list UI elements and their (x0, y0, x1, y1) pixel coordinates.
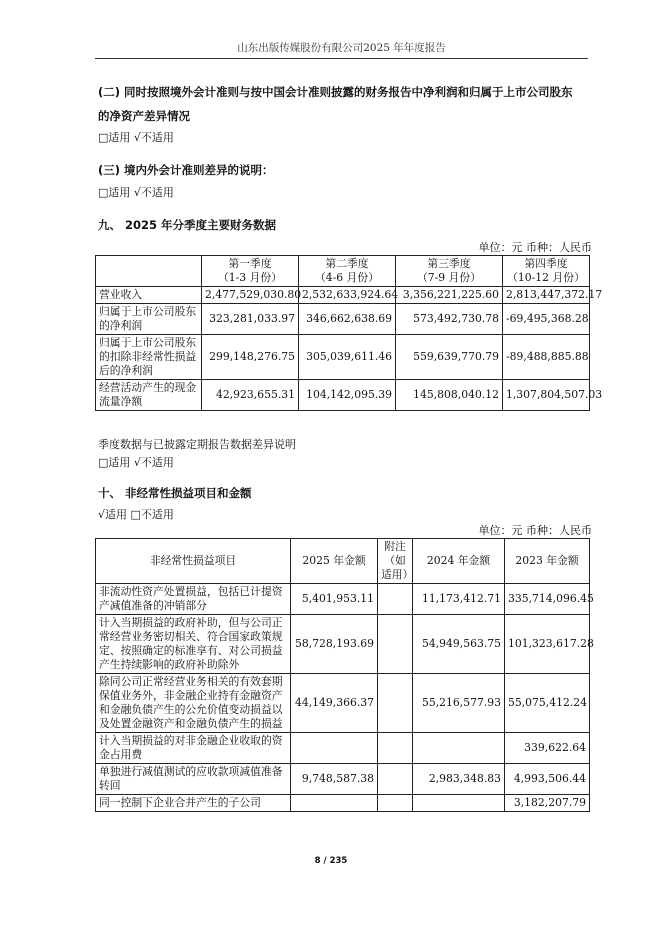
section3-title: (三) 境内外会计准则差异的说明： (98, 163, 274, 177)
table-cell: 44,149,366.37 (291, 674, 378, 733)
section2-title-line2: 的净资产差异情况 (98, 109, 190, 123)
quarterly-table (95, 255, 603, 411)
header-item: 非经常性损益项目 (96, 539, 291, 584)
section2-title (98, 80, 592, 128)
table-row (96, 539, 590, 584)
table-cell: 3,182,207.79 (505, 795, 590, 812)
table-cell (413, 795, 505, 812)
table-cell: 2,477,529,030.80 (202, 287, 299, 304)
row-label: 非流动性资产处置损益，包括已计提资产减值准备的冲销部分 (96, 584, 291, 615)
section10-title: 十、 非经常性损益项目和金额 (98, 486, 252, 500)
header-q3: 第三季度 （7-9 月份） (396, 256, 503, 287)
table-row (96, 733, 590, 764)
table-cell: 11,173,412.71 (413, 584, 505, 615)
header-q4: 第四季度 （10-12 月份） (503, 256, 590, 287)
table-cell: 4,993,506.44 (505, 764, 590, 795)
section2-title-line1: (二) 同时按照境外会计准则与按中国会计准则披露的财务报告中净利润和归属于上市公司股东 (98, 85, 573, 99)
row-label: 经营活动产生的现金流量净额 (96, 380, 202, 411)
table-cell: 346,662,638.69 (299, 304, 396, 335)
table-cell (291, 733, 378, 764)
section3-option: □适用 √不适用 (98, 186, 174, 199)
table-cell (378, 733, 413, 764)
table-cell: 9,748,587.38 (291, 764, 378, 795)
header-q2: 第二季度 （4-6 月份） (299, 256, 396, 287)
table-cell: 58,728,193.69 (291, 615, 378, 674)
table-row (96, 256, 590, 287)
header-2024: 2024 年金额 (413, 539, 505, 584)
table-row (96, 615, 590, 674)
table-cell: 305,039,611.46 (299, 335, 396, 380)
table-cell: 299,148,276.75 (202, 335, 299, 380)
table-cell (413, 733, 505, 764)
table-cell (378, 764, 413, 795)
row-label: 单独进行减值测试的应收款项减值准备转回 (96, 764, 291, 795)
table-row (96, 380, 590, 411)
table-cell: 2,532,633,924.64 (299, 287, 396, 304)
table-cell: 323,281,033.97 (202, 304, 299, 335)
table-cell: 2,983,348.83 (413, 764, 505, 795)
table-cell: -69,495,368.28 (503, 304, 590, 335)
section10-unit: 单位：元 币种：人民币 (478, 524, 592, 537)
table-cell: 55,216,577.93 (413, 674, 505, 733)
section9-option: □适用 √不适用 (98, 456, 174, 469)
section2-option: □适用 √不适用 (98, 131, 174, 144)
section9-unit: 单位：元 币种：人民币 (478, 241, 592, 254)
table-cell (96, 256, 202, 287)
table-cell: 573,492,730.78 (396, 304, 503, 335)
row-label: 归属于上市公司股东的扣除非经常性损益后的净利润 (96, 335, 202, 380)
row-label: 同一控制下企业合并产生的子公司 (96, 795, 291, 812)
header-q1: 第一季度 （1-3 月份） (202, 256, 299, 287)
table-row (96, 287, 590, 304)
row-label: 营业收入 (96, 287, 202, 304)
table-cell: 104,142,095.39 (299, 380, 396, 411)
table-row (96, 764, 590, 795)
section9-title: 九、 2025 年分季度主要财务数据 (98, 218, 277, 232)
table-cell: 42,923,655.31 (202, 380, 299, 411)
table-cell: 339,622.64 (505, 733, 590, 764)
table-cell: -89,488,885.88 (503, 335, 590, 380)
section9-note: 季度数据与已披露定期报告数据差异说明 (98, 438, 296, 451)
table-row (96, 335, 590, 380)
table-cell: 55,075,412.24 (505, 674, 590, 733)
table-cell: 5,401,953.11 (291, 584, 378, 615)
header-2025: 2025 年金额 (291, 539, 378, 584)
table-cell: 559,639,770.79 (396, 335, 503, 380)
row-label: 计入当期损益的对非金融企业收取的资金占用费 (96, 733, 291, 764)
table-row (96, 674, 590, 733)
page-number: 8 / 235 (314, 856, 348, 866)
table-cell: 145,808,040.12 (396, 380, 503, 411)
table-cell (378, 674, 413, 733)
table-cell (291, 795, 378, 812)
section10-option: √适用 □不适用 (98, 508, 174, 521)
row-label: 计入当期损益的政府补助，但与公司正常经营业务密切相关、符合国家政策规定、按照确定的标准享有、对公司损益产生持续影响的政府补助除外 (96, 615, 291, 674)
table-row (96, 304, 590, 335)
header-note: 附注（如适用） (378, 539, 413, 584)
row-label: 归属于上市公司股东的净利润 (96, 304, 202, 335)
table-row (96, 795, 590, 812)
table-cell (378, 584, 413, 615)
table-cell (378, 795, 413, 812)
page-header: 山东出版传媒股份有限公司2025 年年度报告 (95, 40, 588, 59)
table-cell: 54,949,563.75 (413, 615, 505, 674)
table-cell: 3,356,221,225.60 (396, 287, 503, 304)
table-cell: 335,714,096.45 (505, 584, 590, 615)
table-cell: 101,323,617.28 (505, 615, 590, 674)
table-cell: 2,813,447,372.17 (503, 287, 590, 304)
nonrecurring-table (95, 538, 594, 812)
table-cell: 1,307,804,507.03 (503, 380, 590, 411)
table-row (96, 584, 590, 615)
row-label: 除同公司正常经营业务相关的有效套期保值业务外，非金融企业持有金融资产和金融负债产生的公允价值变动损益以及处置金融资产和金融负债产生的损益 (96, 674, 291, 733)
header-2023: 2023 年金额 (505, 539, 590, 584)
table-cell (378, 615, 413, 674)
